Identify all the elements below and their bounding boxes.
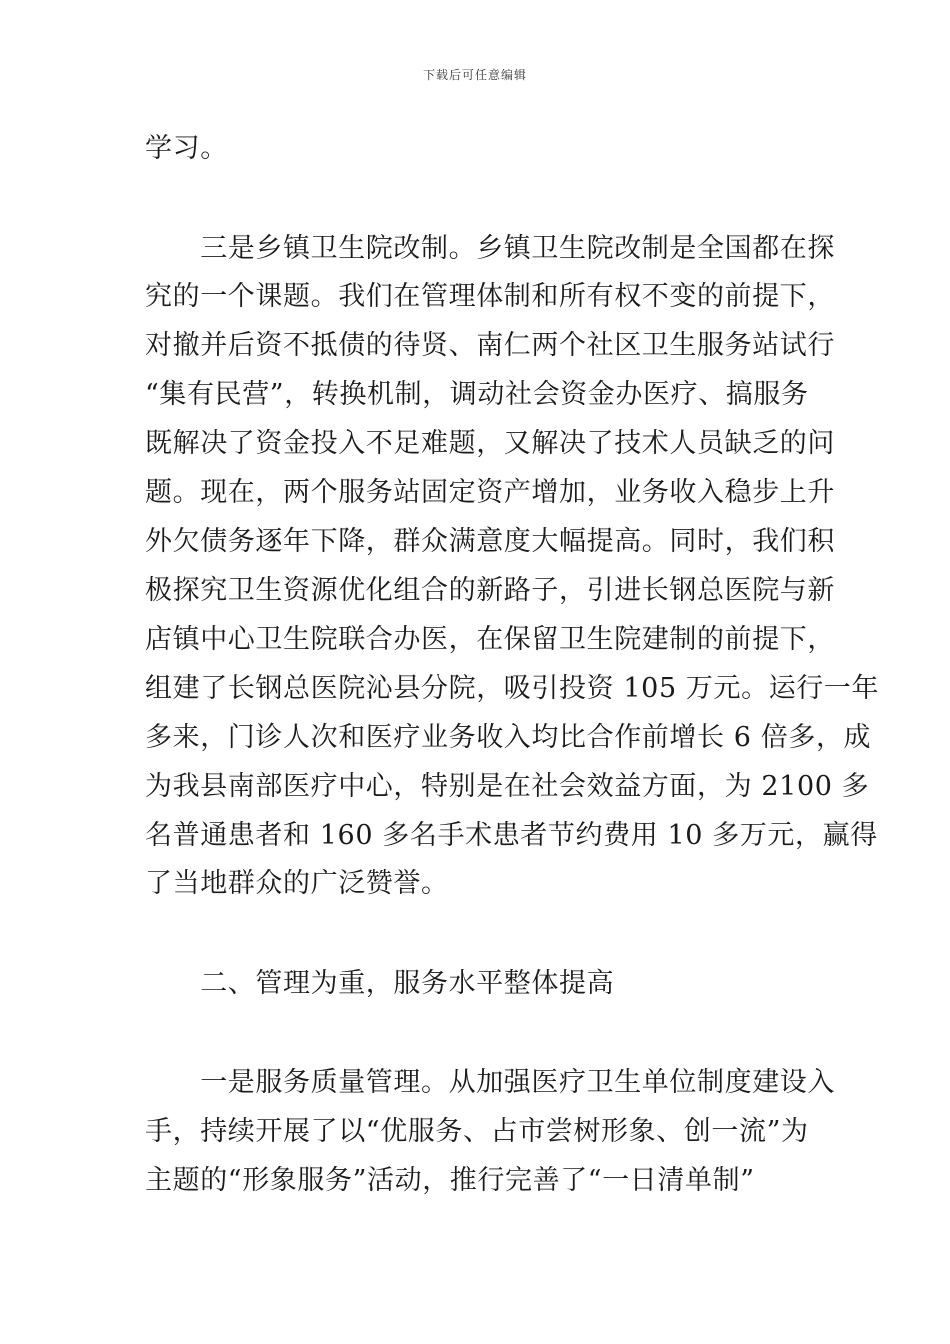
text-line: 题。现在，两个服务站固定资产增加，业务收入稳步上升 [145,477,835,508]
text-line: 外欠债务逐年下降，群众满意度大幅提高。同时，我们积 [145,526,835,557]
text-line: 极探究卫生资源优化组合的新路子，引进长钢总医院与新 [145,575,835,606]
text-line: 了当地群众的广泛赞誉。 [145,868,449,899]
text-line: 名普通患者和 160 多名手术患者节约费用 10 多万元，赢得 [145,820,878,851]
text-line: 既解决了资金投入不足难题，又解决了技术人员缺乏的问 [145,428,835,459]
text-line: 多来，门诊人次和医疗业务收入均比合作前增长 6 倍多，成 [145,722,872,753]
header-note: 下载后可任意编辑 [422,68,527,82]
text-line: 学习。 [145,133,228,164]
text-line: 究的一个课题。我们在管理体制和所有权不变的前提下， [145,281,835,312]
text-line: 手，持续开展了以“优服务、占市尝树形象、创一流”为 [145,1116,809,1147]
text-line: 三是乡镇卫生院改制。乡镇卫生院改制是全国都在探 [145,233,835,264]
text-line: 店镇中心卫生院联合办医，在保留卫生院建制的前提下， [145,624,835,655]
text-line: 一是服务质量管理。从加强医疗卫生单位制度建设入 [145,1067,835,1098]
text-line: “集有民营”，转换机制，调动社会资金办医疗、搞服务 [145,379,809,410]
text-line: 主题的“形象服务”活动，推行完善了“一日清单制” [145,1165,755,1196]
text-line: 对撤并后资不抵债的待贤、南仁两个社区卫生服务站试行 [145,330,835,361]
text-line: 组建了长钢总医院沁县分院，吸引投资 105 万元。运行一年 [145,673,880,704]
section-heading: 二、管理为重，服务水平整体提高 [145,968,615,999]
text-line: 为我县南部医疗中心，特别是在社会效益方面，为 2100 多 [145,771,870,802]
